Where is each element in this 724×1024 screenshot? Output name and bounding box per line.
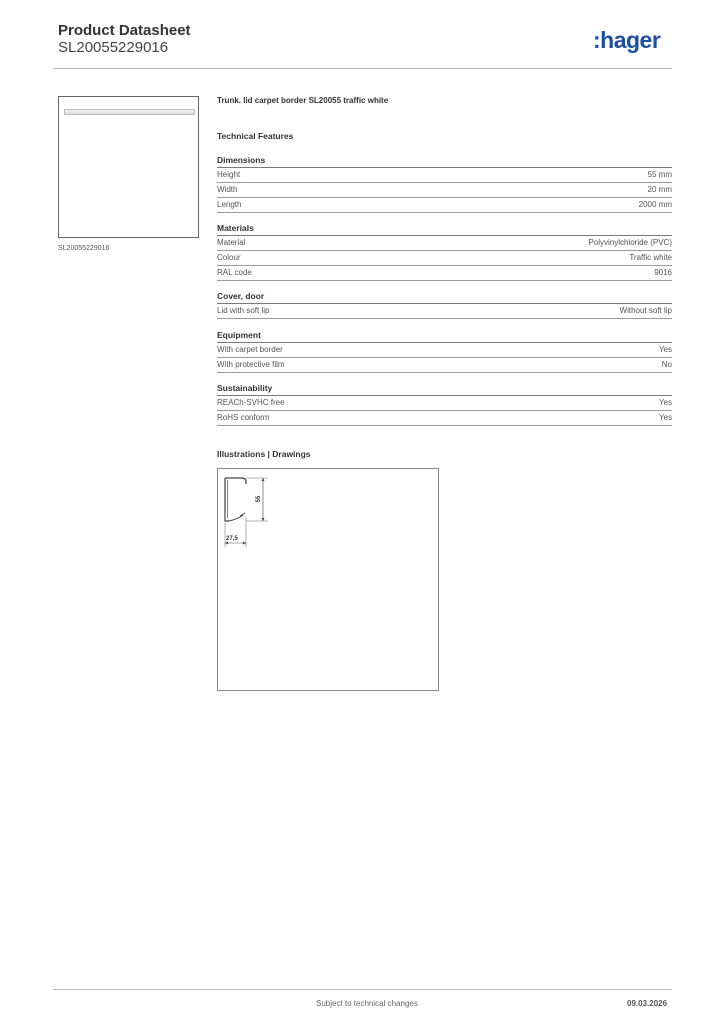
section-title: Materials	[217, 222, 672, 236]
spec-label: RoHS conform	[217, 413, 270, 422]
section-sustainability	[217, 382, 672, 426]
dim-width-label: 27,5	[226, 536, 238, 542]
spec-label: Colour	[217, 253, 241, 262]
section-title: Cover, door	[217, 290, 672, 304]
footer-date: 09.03.2026	[627, 999, 668, 1008]
section-dimensions	[217, 154, 672, 213]
spec-label: Lid with soft lip	[217, 306, 270, 315]
footer-divider	[53, 989, 672, 990]
spec-value: 55 mm	[647, 170, 672, 179]
technical-features-heading: Technical Features	[217, 131, 294, 141]
spec-value: Yes	[658, 398, 672, 407]
technical-drawing	[217, 468, 439, 691]
spec-value: Without soft lip	[619, 306, 672, 315]
illustrations-heading: Illustrations | Drawings	[217, 449, 311, 459]
dim-height-label: 55	[256, 495, 262, 503]
spec-label: With protective film	[217, 360, 285, 369]
product-title: Trunk. lid carpet border SL20055 traffic white	[217, 96, 389, 105]
spec-row	[217, 304, 672, 319]
spec-row	[217, 251, 672, 266]
product-image	[58, 96, 199, 238]
spec-label: Height	[217, 170, 241, 179]
spec-row	[217, 198, 672, 213]
header-divider	[53, 68, 672, 69]
spec-row	[217, 183, 672, 198]
section-materials	[217, 222, 672, 281]
section-equipment	[217, 329, 672, 373]
product-image-caption: SL20055229016	[58, 245, 110, 252]
spec-row	[217, 396, 672, 411]
spec-row	[217, 343, 672, 358]
spec-value: 2000 mm	[638, 200, 672, 209]
spec-value: Yes	[658, 413, 672, 422]
spec-value: No	[661, 360, 672, 369]
spec-value: Polyvinylchloride (PVC)	[588, 238, 672, 247]
spec-row	[217, 168, 672, 183]
spec-row	[217, 358, 672, 373]
spec-value: Traffic white	[629, 253, 672, 262]
page-title: Product Datasheet	[58, 22, 191, 39]
spec-row	[217, 411, 672, 426]
section-title: Dimensions	[217, 154, 672, 168]
section-cover-door	[217, 290, 672, 319]
spec-label: Length	[217, 200, 242, 209]
section-title: Sustainability	[217, 382, 672, 396]
spec-row	[217, 266, 672, 281]
spec-row	[217, 236, 672, 251]
spec-label: With carpet border	[217, 345, 283, 354]
spec-label: Width	[217, 185, 238, 194]
section-title: Equipment	[217, 329, 672, 343]
footer-note: Subject to technical changes	[316, 999, 418, 1008]
spec-value: Yes	[658, 345, 672, 354]
cross-section-drawing	[218, 469, 440, 692]
spec-value: 20 mm	[647, 185, 672, 194]
product-image-strip	[64, 109, 195, 115]
spec-label: RAL code	[217, 268, 252, 277]
product-code: SL20055229016	[58, 39, 169, 56]
hager-logo: :hager	[593, 27, 661, 53]
spec-value: 9016	[654, 268, 672, 277]
spec-label: REACh-SVHC free	[217, 398, 285, 407]
spec-label: Material	[217, 238, 246, 247]
